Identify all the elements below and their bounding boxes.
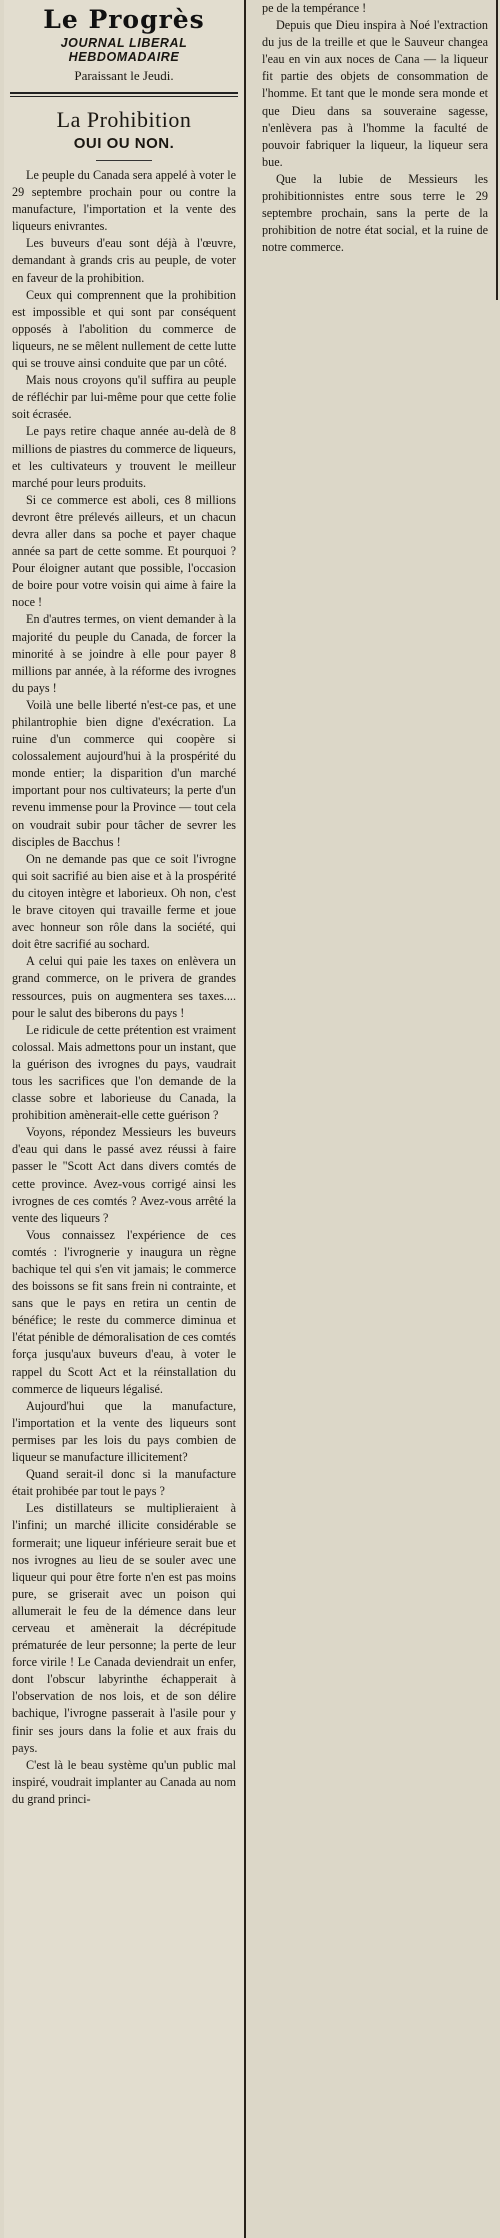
article-title: La Prohibition bbox=[56, 107, 192, 132]
article-paragraph: Le pays retire chaque année au-delà de 8 millions de piastres du commerce de liqueurs, et les cultivateurs y trouvent le meilleur marché pour leurs produits. bbox=[12, 424, 236, 490]
masthead-schedule: Paraissant le Jeudi. bbox=[74, 68, 174, 83]
masthead-subtitle: JOURNAL LIBERAL HEBDOMADAIRE bbox=[60, 36, 188, 64]
masthead-title: Le Progrès bbox=[43, 5, 205, 34]
article-paragraph: Voyons, répondez Messieurs les buveurs d'eau qui dans le passé avez réussi à faire passer le "Scott Act dans divers comtés de cette province. Avez-vous corrigé ainsi les ivrognes de ces comtés ? Avez-vous arrêté la vente des liqueurs ? bbox=[12, 1125, 236, 1225]
article-paragraph: C'est là le beau système qu'un public mal inspiré, voudrait implanter au Canada au nom du grand princi- bbox=[12, 1757, 236, 1806]
title-rule bbox=[96, 160, 152, 161]
left-column bbox=[4, 0, 246, 2238]
article-paragraph: Si ce commerce est aboli, ces 8 millions devront être prélevés ailleurs, et un chacun devra aller dans sa poche et payer chaque année sa part de cette somme. Et pourquoi ? Pour éloigner autant que possible, l'occasion de boire pour votre voisin qui aime à faire la noce ! bbox=[12, 492, 236, 610]
right-column bbox=[252, 0, 498, 300]
masthead-rule-thin bbox=[10, 96, 238, 97]
article-paragraph: pe de la tempérance ! bbox=[262, 1, 367, 15]
article-paragraph: Les buveurs d'eau sont déjà à l'œuvre, demandant à grands cris au peuple, de voter en faveur de la prohibition. bbox=[12, 236, 236, 285]
article-paragraph: Quand serait-il donc si la manufacture était prohibée par tout le pays ? bbox=[12, 1467, 236, 1499]
article-paragraph: Le ridicule de cette prétention est vraiment colossal. Mais admettons pour un instant, que la guérison des ivrognes du pays, vaudrait tous les sacrifices que l'on demande de la classe sobre et laborieuse du Canada, la prohibition amènerait-elle cette guérison ? bbox=[12, 1022, 236, 1123]
article-subtitle: OUI OU NON. bbox=[73, 135, 175, 152]
article-paragraph: En d'autres termes, on vient demander à la majorité du peuple du Canada, de forcer la minorité à se joindre à elle pour payer 8 millions par année, à la réforme des ivrognes du pays ! bbox=[12, 612, 236, 695]
article-paragraph: Les distillateurs se multiplieraient à l'infini; un marché illicite considérable se formerait; une liqueur inférieure serait bue et nos ivrognes au lieu de se souler avec une liqueur qui pour être forte n'en est pas moins pure, se griserait avec un poison qui allumerait le feu de la démence dans leur cerveau et amènerait la décrépitude prématurée de leur personne; la perte de leur force virile ! Le Canada deviendrait un enfer, dont l'obscur labyrinthe échapperait à l'observation de nos lois, et de son délire bachique, l'ivrogne passerait à l'asile pour y finir ses jours dans la folie et aux frais du pays. bbox=[12, 1501, 236, 1755]
article-paragraph: Aujourd'hui que la manufacture, l'importation et la vente des liqueurs sont permises par les lois du pays combien de liqueur se manufacture illicitement? bbox=[12, 1398, 236, 1465]
article-paragraph: On ne demande pas que ce soit l'ivrogne qui soit sacrifié au bien aise et à la prospérité du citoyen intègre et laborieux. Oh non, c'est le brave citoyen qui travaille ferme et joue avec honneur son rôle dans la société, qui doit être sacrifié au sochard. bbox=[12, 851, 236, 952]
masthead bbox=[4, 0, 244, 84]
masthead-rule bbox=[10, 92, 238, 94]
article-paragraph: Mais nous croyons qu'il suffira au peuple de réfléchir par lui-même pour que cette folie soit écrasée. bbox=[12, 373, 236, 422]
article-paragraph: A celui qui paie les taxes on enlèvera un grand commerce, on le privera de grandes ressources, puis on augmentera ses taxes.... pour le salut des biberons du pays ! bbox=[12, 954, 236, 1020]
article-paragraph: Ceux qui comprennent que la prohibition est impossible et qui sont par conséquent opposés à l'abolition du commerce de liqueurs, ne se mêlent nullement de cette lutte qui se trouve ainsi conduite que par un côté. bbox=[12, 287, 236, 371]
article-paragraph: Que la lubie de Messieurs les prohibitionnistes entre sous terre le 29 septembre prochain, sans la perte de la prohibition de notre état social, et la ruine de notre commerce. bbox=[262, 171, 488, 255]
article-paragraph: Le peuple du Canada sera appelé à voter le 29 septembre prochain pour ou contre la manufacture, l'importation et la vente des liqueurs enivrantes. bbox=[12, 168, 236, 234]
article-paragraph: Vous connaissez l'expérience de ces comtés : l'ivrognerie y inaugura un règne bachique tel qui s'en vit jamais; le commerce des boissons se fit sans frein ni contrainte, et sans que le pays en retira un centin de bénéfice; le reste du commerce diminua et l'état pénible de démoralisation de ces comtés força jusqu'aux buveurs d'eau, à voter le rappel du Scott Act et la réinstallation du commerce de liqueurs légalisé. bbox=[12, 1227, 236, 1396]
article-paragraph: Voilà une belle liberté n'est-ce pas, et une philantrophie bien digne d'exécration. La ruine d'un commerce qui coopère si colossalement aujourd'hui à la prospérité du monde entier; la disparition d'un marché important pour nos cultivateurs; la perte d'un revenu immense pour la Province — tout cela on voudrait subir pour tâcher de sevrer les disciples de Bacchus ! bbox=[12, 697, 236, 849]
article-paragraph: Depuis que Dieu inspira à Noé l'extraction du jus de la treille et que le Sauveur changea l'eau en vin aux noces de Cana — la liqueur fit partie des objets de consommation de l'homme. Et tant que le monde sera monde et que Dieu dans sa souveraine sagesse, n'enlèvera pas à l'homme la faculté de pouvoir fabriquer la liqueur, la liqueur sera bue. bbox=[262, 18, 488, 169]
